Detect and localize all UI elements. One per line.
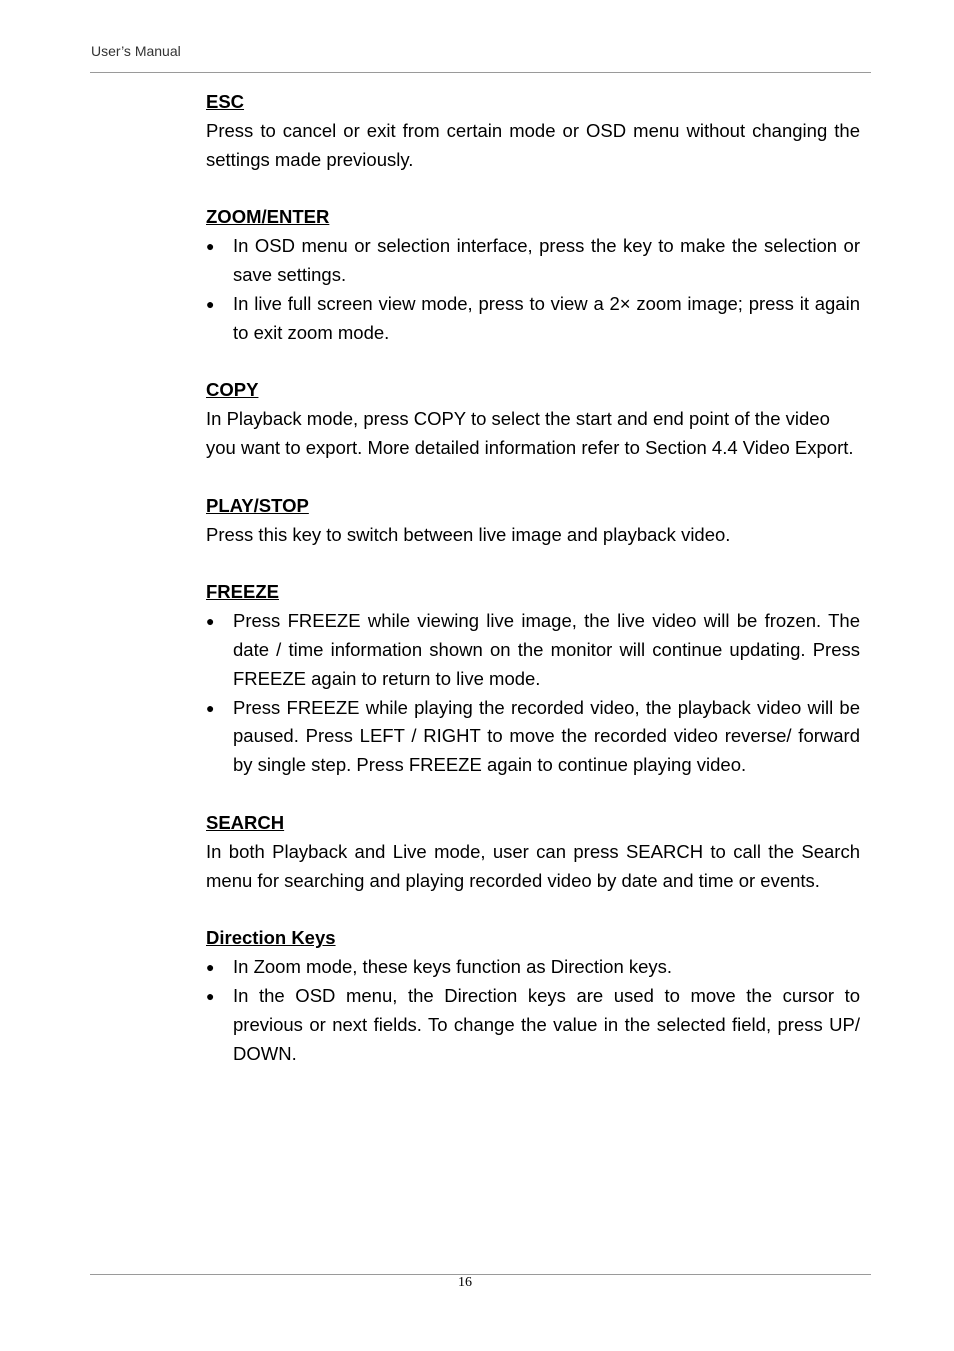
section-esc: [206, 88, 860, 174]
section-copy: [206, 376, 860, 462]
bullet-icon: ●: [206, 959, 215, 976]
section-zoom-enter: [206, 203, 860, 347]
bullet-list-direction-keys: [206, 953, 860, 1068]
list-item: ● In OSD menu or selection interface, press the key to make the selection or save settings.: [206, 232, 860, 290]
bullet-icon: ●: [206, 295, 215, 312]
section-play-stop: [206, 492, 860, 550]
bullet-list-zoom-enter: [206, 232, 860, 347]
section-body-play-stop: Press this key to switch between live image and playback video.: [206, 523, 731, 545]
section-heading-direction-keys: Direction Keys: [206, 927, 336, 949]
section-body-search: In both Playback and Live mode, user can press SEARCH to call the Search menu for searching and playing recorded video by date and time or events.: [206, 840, 860, 891]
section-body-esc: Press to cancel or exit from certain mode or OSD menu without changing the settings made previously.: [206, 119, 860, 170]
bullet-icon: ●: [206, 238, 215, 255]
section-freeze: [206, 578, 860, 780]
section-heading-freeze: FREEZE: [206, 581, 279, 603]
list-item: ● Press FREEZE while viewing live image, the live video will be frozen. The date / time information shown on the monitor will continue updating. Press FREEZE again to return to live mode.: [206, 607, 860, 693]
list-item: ● In live full screen view mode, press to view a 2× zoom image; press it again to exit zoom mode.: [206, 290, 860, 348]
bullet-icon: ●: [206, 613, 215, 630]
section-heading-search: SEARCH: [206, 811, 285, 833]
section-heading-copy: COPY: [206, 379, 259, 401]
section-search: [206, 809, 860, 895]
bullet-icon: ●: [206, 987, 215, 1004]
section-direction-keys: [206, 924, 860, 1068]
section-body-copy: In Playback mode, press COPY to select the start and end point of the video you want to export. More detailed information refer to Section 4.4 Video Export.: [206, 408, 854, 458]
section-heading-play-stop: PLAY/STOP: [206, 494, 309, 516]
manual-content: [206, 88, 860, 1097]
page-number: 16: [458, 1275, 472, 1290]
list-item: ● In Zoom mode, these keys function as Direction keys.: [206, 953, 860, 982]
list-item: ● In the OSD menu, the Direction keys are used to move the cursor to previous or next fields. To change the value in the selected field, press UP/ DOWN.: [206, 982, 860, 1068]
section-heading-zoom-enter: ZOOM/ENTER: [206, 206, 330, 228]
section-heading-esc: ESC: [206, 91, 245, 112]
list-item: ● Press FREEZE while playing the recorded video, the playback video will be paused. Press LEFT / RIGHT to move the recorded video reverse/ forward by single step. Press FREEZE again to continue playing video.: [206, 694, 860, 780]
header-divider: [90, 72, 871, 73]
bullet-list-freeze: [206, 607, 860, 780]
bullet-icon: ●: [206, 699, 215, 716]
running-header: User’s Manual: [91, 43, 181, 59]
